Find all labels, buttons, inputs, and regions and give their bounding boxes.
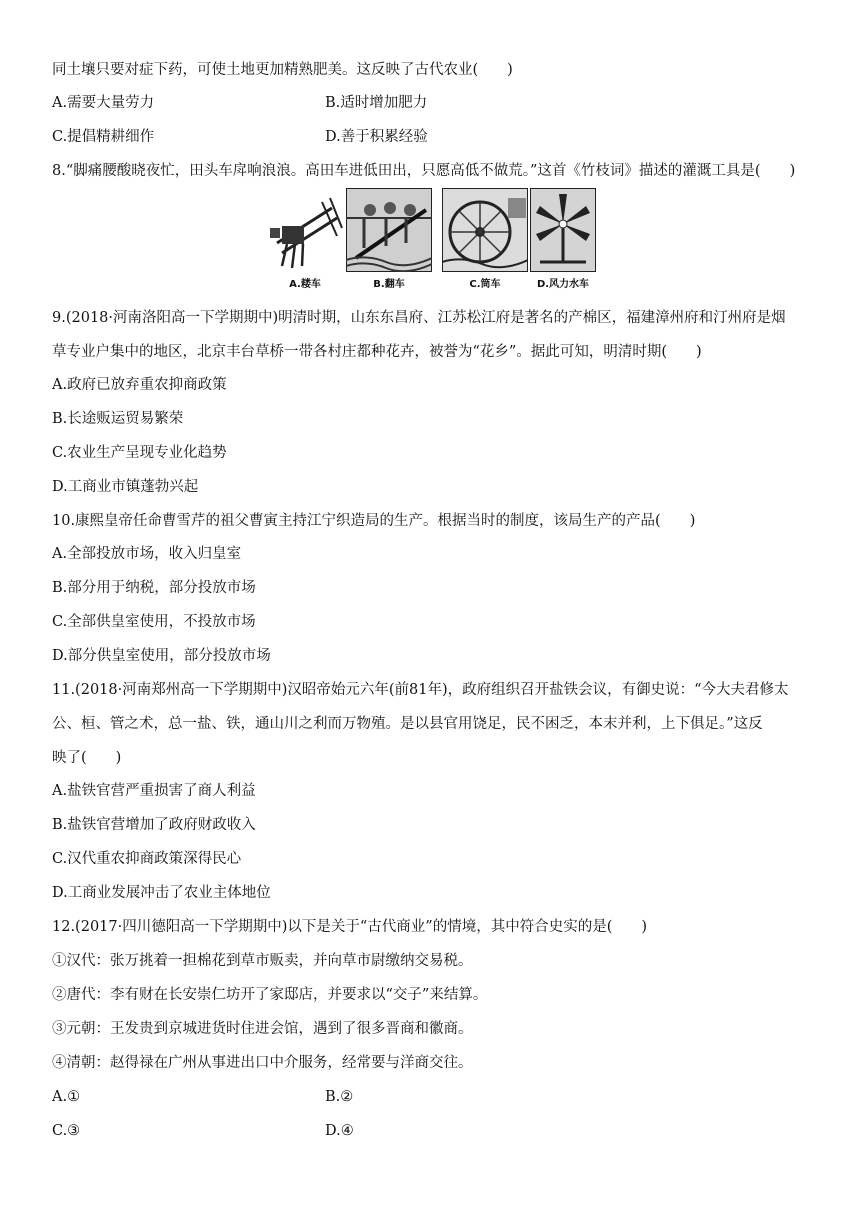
wind-powered-water-wheel-illustration <box>530 188 596 272</box>
q12-option-b: B.② <box>325 1089 354 1105</box>
q12-scenario-3: ③元朝：王发贵到京城进货时住进会馆，遇到了很多晋商和徽商。 <box>52 1021 473 1037</box>
q11-option-c: C.汉代重农抑商政策深得民心 <box>52 851 242 867</box>
q7-stem-continued: 同土壤只要对症下药，可使土地更加精熟肥美。这反映了古代农业( ) <box>52 62 513 78</box>
q11-stem-line1: 11.(2018·河南郑州高一下学期期中)汉昭帝始元六年(前81年)，政府组织召开盐铁会议，有御史说：“今大夫君修太 <box>52 682 789 698</box>
q9-stem-line2: 草专业户集中的地区，北京丰台草桥一带各村庄都种花卉，被誉为“花乡”。据此可知，明清时期( ) <box>52 344 702 360</box>
q12-scenario-4: ④清朝：赵得禄在广州从事进出口中介服务，经常要与洋商交往。 <box>52 1055 473 1071</box>
q7-option-d: D.善于积累经验 <box>325 129 428 145</box>
q10-option-b: B.部分用于纳税，部分投放市场 <box>52 580 256 596</box>
q11-option-b: B.盐铁官营增加了政府财政收入 <box>52 817 256 833</box>
q9-option-c: C.农业生产呈现专业化趋势 <box>52 445 227 461</box>
q7-option-a: A.需要大量劳力 <box>52 95 155 111</box>
seed-drill-illustration <box>262 188 348 272</box>
q9-option-d: D.工商业市镇蓬勃兴起 <box>52 479 199 495</box>
q9-stem-line1: 9.(2018·河南洛阳高一下学期期中)明清时期，山东东昌府、江苏松江府是著名的产棉区，福建漳州府和汀州府是烟 <box>52 310 786 326</box>
q12-scenario-2: ②唐代：李有财在长安崇仁坊开了家邸店，并要求以“交子”来结算。 <box>52 987 488 1003</box>
q11-stem-line3: 映了( ) <box>52 750 122 766</box>
square-pallet-chain-pump-illustration <box>346 188 432 272</box>
q7-option-b: B.适时增加肥力 <box>325 95 428 111</box>
q12-stem: 12.(2017·四川德阳高一下学期期中)以下是关于“古代商业”的情境，其中符合史实的是( ) <box>52 919 648 935</box>
q12-scenario-1: ①汉代：张万挑着一担棉花到草市贩卖，并向草市尉缴纳交易税。 <box>52 953 473 969</box>
caption-d: D.风力水车 <box>536 279 590 290</box>
caption-c: C.筒车 <box>469 279 501 290</box>
q10-option-c: C.全部供皇室使用，不投放市场 <box>52 614 256 630</box>
q7-option-c: C.提倡精耕细作 <box>52 129 155 145</box>
q12-option-a: A.① <box>52 1089 81 1105</box>
q12-option-c: C.③ <box>52 1123 81 1139</box>
q9-option-a: A.政府已放弃重农抑商政策 <box>52 377 227 393</box>
q10-option-d: D.部分供皇室使用，部分投放市场 <box>52 648 271 664</box>
q10-stem: 10.康熙皇帝任命曹雪芹的祖父曹寅主持江宁织造局的生产。根据当时的制度，该局生产的产品( ) <box>52 513 696 529</box>
bamboo-water-wheel-illustration <box>442 188 528 272</box>
q8-image-strip <box>262 188 602 292</box>
q8-stem: 8.“脚痛腰酸晓夜忙，田头车戽响浪浪。高田车进低田出，只愿高低不做荒。”这首《竹枝词》描述的灌溉工具是( ) <box>52 163 796 179</box>
caption-a: A.耧车 <box>289 279 321 290</box>
q11-stem-line2: 公、桓、管之术，总一盐、铁，通山川之利而万物殖。是以县官用饶足，民不困乏，本末并利，上下俱足。”这反 <box>52 716 763 732</box>
q11-option-a: A.盐铁官营严重损害了商人利益 <box>52 783 256 799</box>
q9-option-b: B.长途贩运贸易繁荣 <box>52 411 184 427</box>
caption-b: B.翻车 <box>373 279 405 290</box>
q11-option-d: D.工商业发展冲击了农业主体地位 <box>52 885 271 901</box>
q12-option-d: D.④ <box>325 1123 354 1139</box>
q10-option-a: A.全部投放市场，收入归皇室 <box>52 546 242 562</box>
